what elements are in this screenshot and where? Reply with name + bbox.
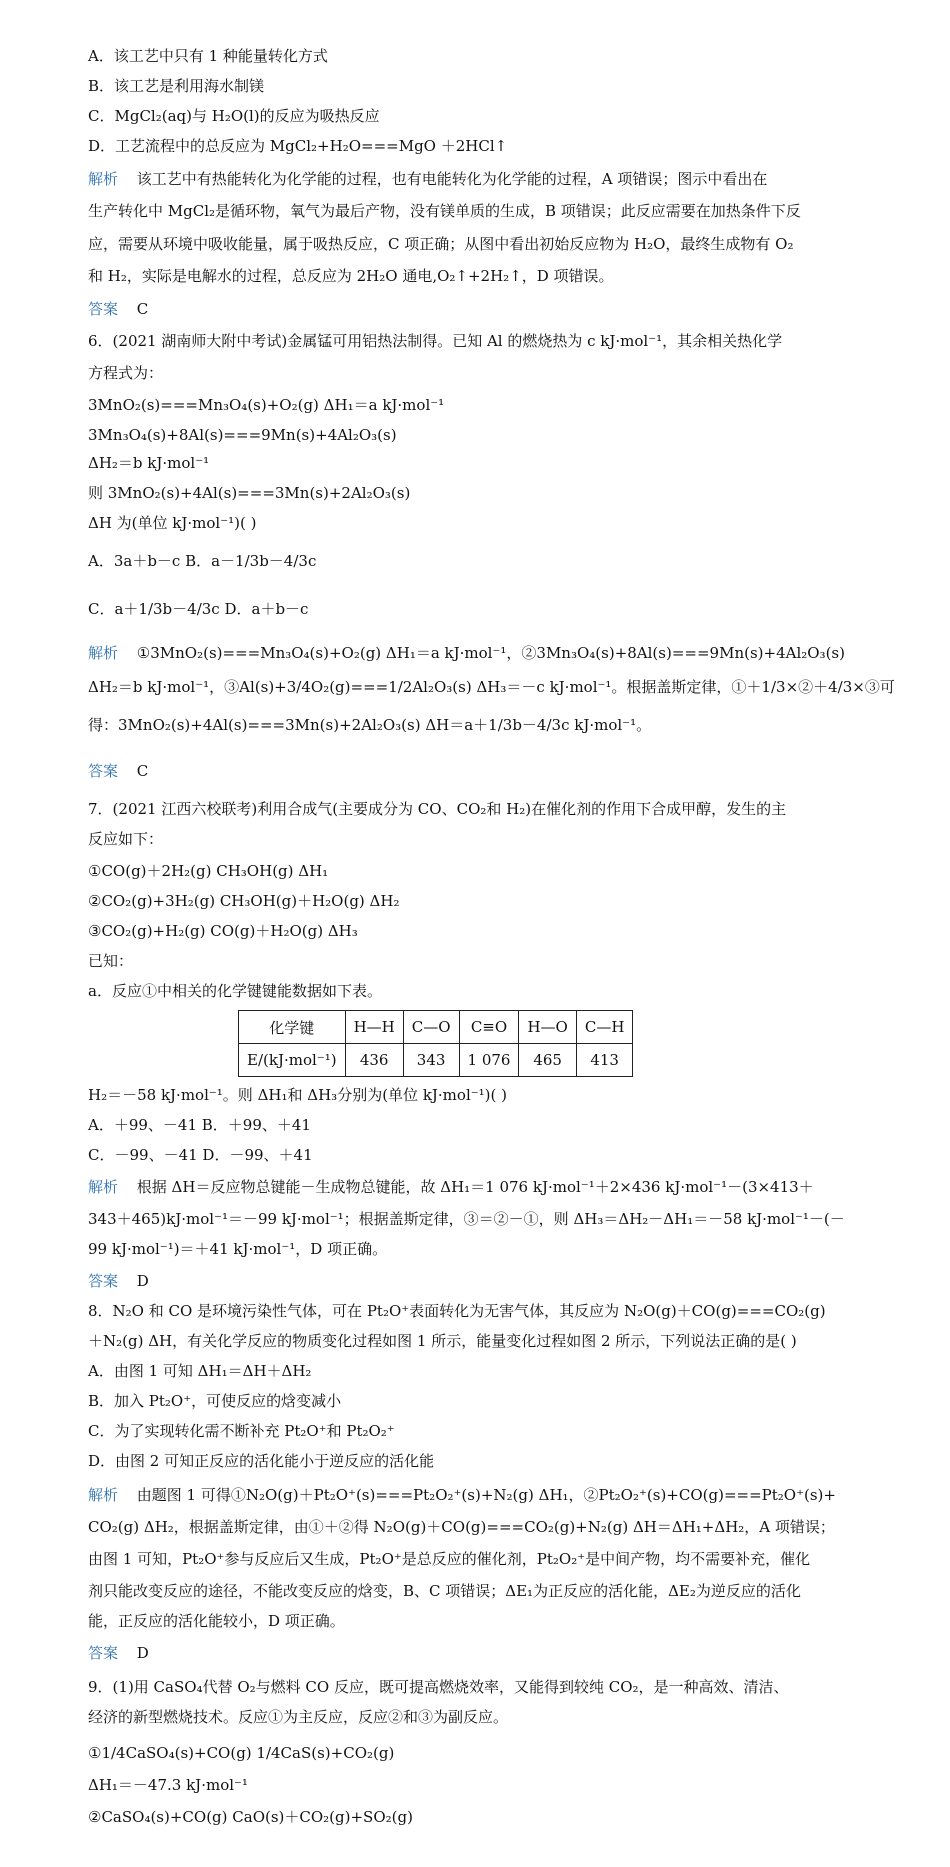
text-line: 3Mn₃O₄(s)+8Al(s)===9Mn(s)+4Al₂O₃(s) xyxy=(88,426,397,444)
text-line: B．加入 Pt₂O⁺，可使反应的焓变减小 xyxy=(88,1392,342,1410)
text-line: 3MnO₂(s)===Mn₃O₄(s)+O₂(g) ΔH₁＝a kJ·mol⁻¹ xyxy=(88,396,445,414)
table-cell: 436 xyxy=(345,1044,403,1077)
text-line: 答案 C xyxy=(88,762,149,780)
text-line: 6．(2021 湖南师大附中考试)金属锰可用铝热法制得。已知 Al 的燃烧热为 c kJ·mol⁻¹，其余相关热化学 xyxy=(88,332,783,350)
text-line: C．MgCl₂(aq)与 H₂O(l)的反应为吸热反应 xyxy=(88,107,380,125)
text-line: 9．(1)用 CaSO₄代替 O₂与燃料 CO 反应，既可提高燃烧效率，又能得到较纯 CO₂，是一种高效、清洁、 xyxy=(88,1678,789,1696)
text-line: 得：3MnO₂(s)+4Al(s)===3Mn(s)+2Al₂O₃(s) ΔH＝a＋1/3b－4/3c kJ·mol⁻¹。 xyxy=(88,716,652,734)
text-line: 由图 1 可知，Pt₂O⁺参与反应后又生成，Pt₂O⁺是总反应的催化剂，Pt₂O₂⁺是中间产物，均不需要补充，催化 xyxy=(88,1550,811,1568)
text-line: 和 H₂，实际是电解水的过程，总反应为 2H₂O 通电,O₂↑+2H₂↑，D 项错误。 xyxy=(88,267,614,285)
text-line: 已知： xyxy=(88,952,134,970)
table-cell: H—O xyxy=(519,1011,576,1044)
text-line: A．3a＋b－c B．a－1/3b－4/3c xyxy=(88,552,317,570)
table-cell: E/(kJ·mol⁻¹) xyxy=(239,1044,346,1077)
label-text: 解析 xyxy=(88,170,119,188)
table-row xyxy=(239,1044,633,1077)
text-line: a．反应①中相关的化学键键能数据如下表。 xyxy=(88,982,382,1000)
text-line: A．该工艺中只有 1 种能量转化方式 xyxy=(88,47,328,65)
text-line: ΔH₁＝－47.3 kJ·mol⁻¹ xyxy=(88,1776,248,1794)
text-line: ΔH₂＝b kJ·mol⁻¹ xyxy=(88,454,210,472)
text-line: D．由图 2 可知正反应的活化能小于逆反应的活化能 xyxy=(88,1452,435,1470)
text-line: 7．(2021 江西六校联考)利用合成气(主要成分为 CO、CO₂和 H₂)在催化剂的作用下合成甲醇，发生的主 xyxy=(88,800,787,818)
text-line: CO₂(g) ΔH₂，根据盖斯定律，由①＋②得 N₂O(g)＋CO(g)===CO₂(g)+N₂(g) ΔH＝ΔH₁+ΔH₂，A 项错误； xyxy=(88,1518,835,1536)
label-text: 答案 xyxy=(88,1272,119,1290)
table-cell: C—H xyxy=(576,1011,633,1044)
text-line: D．工艺流程中的总反应为 MgCl₂+H₂O===MgO ＋2HCl↑ xyxy=(88,137,508,155)
text-line: ③CO₂(g)+H₂(g) CO(g)＋H₂O(g) ΔH₃ xyxy=(88,922,358,940)
table-cell: C—O xyxy=(403,1011,459,1044)
label-text: 解析 xyxy=(88,644,119,662)
text-line: ΔH₂＝b kJ·mol⁻¹，③Al(s)+3/4O₂(g)===1/2Al₂O₃(s) ΔH₃＝－c kJ·mol⁻¹。根据盖斯定律，①＋1/3×②＋4/3×③可 xyxy=(88,678,895,696)
text-line: B．该工艺是利用海水制镁 xyxy=(88,77,265,95)
text-line: 99 kJ·mol⁻¹)＝＋41 kJ·mol⁻¹，D 项正确。 xyxy=(88,1240,388,1258)
text-line: 解析 由题图 1 可得①N₂O(g)＋Pt₂O⁺(s)===Pt₂O₂⁺(s)+N₂(g) ΔH₁，②Pt₂O₂⁺(s)+CO(g)===Pt₂O⁺(s)+ xyxy=(88,1486,836,1504)
text-line: ②CO₂(g)+3H₂(g) CH₃OH(g)＋H₂O(g) ΔH₂ xyxy=(88,892,400,910)
text-line: 经济的新型燃烧技术。反应①为主反应，反应②和③为副反应。 xyxy=(88,1708,509,1726)
label-text: 答案 xyxy=(88,1644,119,1662)
text-line: 答案 D xyxy=(88,1644,149,1662)
bond-energy-table xyxy=(238,1010,633,1077)
text-line: 答案 C xyxy=(88,300,149,318)
label-text: 解析 xyxy=(88,1486,119,1504)
label-text: 解析 xyxy=(88,1178,119,1196)
table-header-row xyxy=(239,1011,633,1044)
text-line: 343＋465)kJ·mol⁻¹＝－99 kJ·mol⁻¹；根据盖斯定律，③＝②－①，则 ΔH₃＝ΔH₂－ΔH₁＝－58 kJ·mol⁻¹－(－ xyxy=(88,1210,845,1228)
text-line: 应，需要从环境中吸收能量，属于吸热反应，C 项正确；从图中看出初始反应物为 H₂O，最终生成物有 O₂ xyxy=(88,235,794,253)
text-line: C．－99、－41 D．－99、＋41 xyxy=(88,1146,313,1164)
text-line: A．由图 1 可知 ΔH₁＝ΔH＋ΔH₂ xyxy=(88,1362,312,1380)
table-cell: 化学键 xyxy=(239,1011,346,1044)
text-line: ΔH 为(单位 kJ·mol⁻¹)( ) xyxy=(88,514,257,532)
label-text: 答案 xyxy=(88,762,119,780)
text-line: 能，正反应的活化能较小，D 项正确。 xyxy=(88,1612,345,1630)
table-cell: 413 xyxy=(576,1044,633,1077)
table-cell: C≡O xyxy=(459,1011,519,1044)
table-cell: 1 076 xyxy=(459,1044,519,1077)
text-line: 解析 该工艺中有热能转化为化学能的过程，也有电能转化为化学能的过程，A 项错误；图示中看出在 xyxy=(88,170,768,188)
text-line: ＋N₂(g) ΔH，有关化学反应的物质变化过程如图 1 所示，能量变化过程如图 2 所示，下列说法正确的是( ) xyxy=(88,1332,797,1350)
table-cell: 343 xyxy=(403,1044,459,1077)
table-cell: 465 xyxy=(519,1044,576,1077)
table-cell: H—H xyxy=(345,1011,403,1044)
text-line: 8．N₂O 和 CO 是环境污染性气体，可在 Pt₂O⁺表面转化为无害气体，其反应为 N₂O(g)＋CO(g)===CO₂(g) xyxy=(88,1302,826,1320)
text-line: ②CaSO₄(s)+CO(g) CaO(s)＋CO₂(g)+SO₂(g) xyxy=(88,1808,413,1826)
text-line: 解析 ①3MnO₂(s)===Mn₃O₄(s)+O₂(g) ΔH₁＝a kJ·mol⁻¹，②3Mn₃O₄(s)+8Al(s)===9Mn(s)+4Al₂O₃(s) xyxy=(88,644,845,662)
text-line: 答案 D xyxy=(88,1272,149,1290)
text-line: 生产转化中 MgCl₂是循环物，氧气为最后产物，没有镁单质的生成，B 项错误；此反应需要在加热条件下反 xyxy=(88,202,801,220)
text-line: A．＋99、－41 B．＋99、＋41 xyxy=(88,1116,311,1134)
label-text: 答案 xyxy=(88,300,119,318)
text-line: ①CO(g)＋2H₂(g) CH₃OH(g) ΔH₁ xyxy=(88,862,329,880)
text-line: 方程式为： xyxy=(88,364,164,382)
text-line: H₂＝－58 kJ·mol⁻¹。则 ΔH₁和 ΔH₃分别为(单位 kJ·mol⁻¹)( ) xyxy=(88,1086,507,1104)
text-line: ①1/4CaSO₄(s)+CO(g) 1/4CaS(s)+CO₂(g) xyxy=(88,1744,395,1762)
text-line: 反应如下： xyxy=(88,830,164,848)
text-line: C．a＋1/3b－4/3c D．a＋b－c xyxy=(88,600,309,618)
text-line: C．为了实现转化需不断补充 Pt₂O⁺和 Pt₂O₂⁺ xyxy=(88,1422,395,1440)
text-line: 则 3MnO₂(s)+4Al(s)===3Mn(s)+2Al₂O₃(s) xyxy=(88,484,411,502)
text-line: 解析 根据 ΔH＝反应物总键能－生成物总键能，故 ΔH₁＝1 076 kJ·mol⁻¹＋2×436 kJ·mol⁻¹－(3×413＋ xyxy=(88,1178,814,1196)
text-line: 剂只能改变反应的途径，不能改变反应的焓变，B、C 项错误；ΔE₁为正反应的活化能，ΔE₂为逆反应的活化 xyxy=(88,1582,801,1600)
